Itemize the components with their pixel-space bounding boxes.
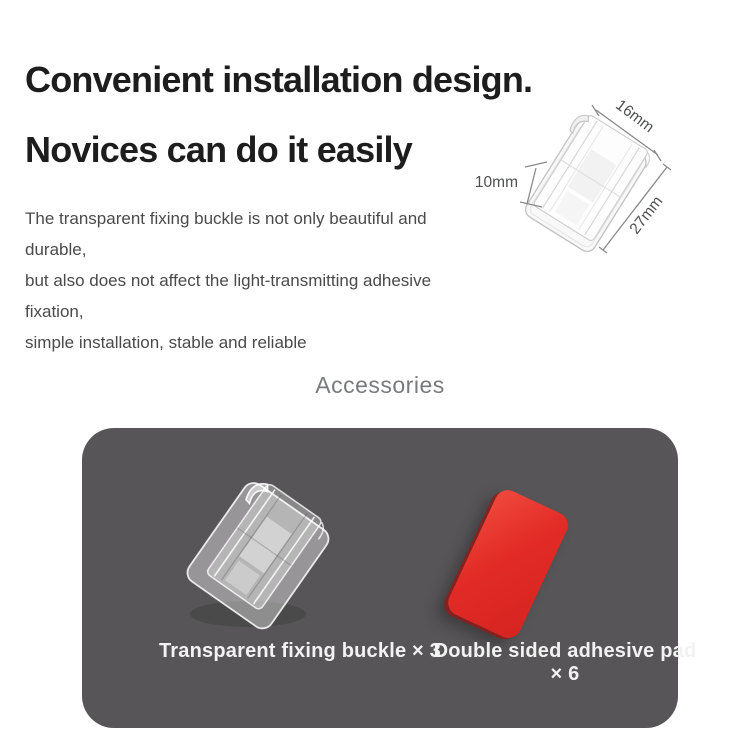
- dim-label-16mm: 16mm: [612, 96, 658, 137]
- accessory-label-buckle: Transparent fixing buckle × 3: [158, 640, 441, 662]
- description-line: but also does not affect the light-transmitting adhesive fixation,: [25, 271, 432, 321]
- description-line: simple installation, stable and reliable: [25, 333, 307, 352]
- accessory-buckle-image: [182, 466, 342, 641]
- buckle-dimension-figure: [450, 70, 710, 270]
- product-description: [25, 203, 485, 358]
- page-title-line-2: Novices can do it easily: [25, 129, 412, 170]
- dim-label-10mm: 10mm: [474, 174, 518, 191]
- page-title-line-1: Convenient installation design.: [25, 59, 533, 100]
- description-line: The transparent fixing buckle is not only beautiful and durable,: [25, 209, 427, 259]
- accessory-label-adhesive-pad: Double sided adhesive pad × 6: [433, 640, 697, 685]
- accessories-section-title: Accessories: [315, 372, 445, 398]
- accessories-panel: [82, 428, 697, 728]
- accessory-adhesive-pad-image: [444, 486, 572, 642]
- dim-label-27mm: 27mm: [626, 193, 667, 238]
